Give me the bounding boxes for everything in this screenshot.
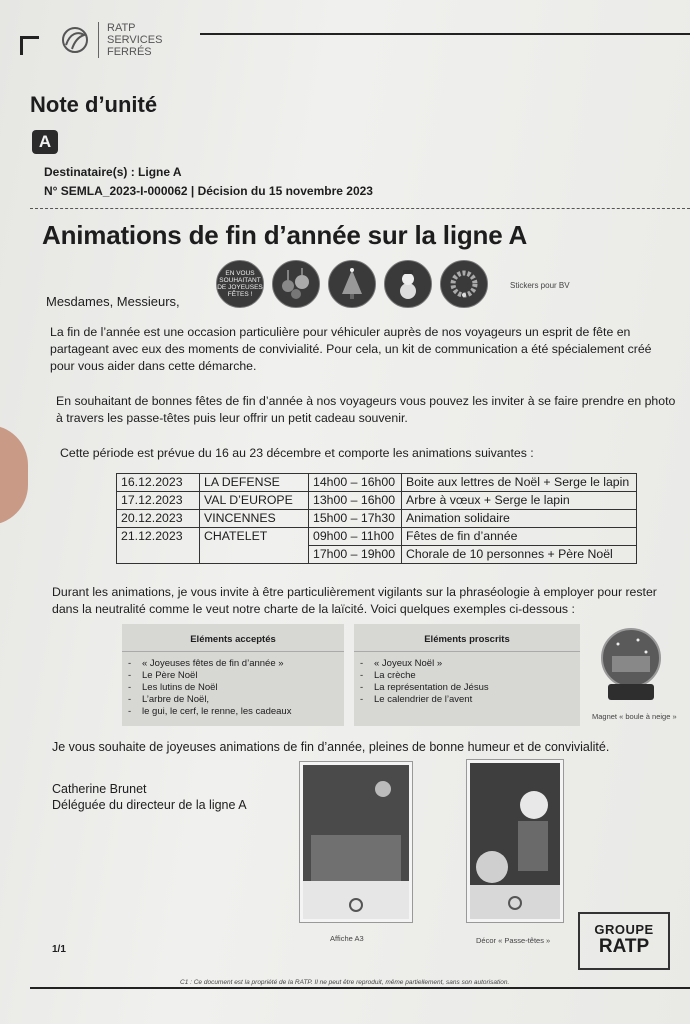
table-row (117, 528, 637, 546)
list-item: - L’arbre de Noël, (128, 694, 344, 706)
divider (30, 208, 690, 209)
cell-date: 16.12.2023 (117, 474, 200, 492)
list-item: - La crèche (360, 670, 580, 682)
paragraph-period: Cette période est prévue du 16 au 23 décembre et comporte les animations suivantes : (60, 446, 534, 460)
sticker-wreath-icon (440, 260, 488, 308)
greeting: Mesdames, Messieurs, (46, 294, 180, 309)
magnet-caption: Magnet « boule à neige » (592, 712, 677, 721)
signatory-role: Déléguée du directeur de la ligne A (52, 798, 247, 812)
logo-line: SERVICES (107, 34, 163, 46)
sticker-row (216, 260, 488, 308)
forbidden-list (354, 658, 580, 706)
cell-event: Chorale de 10 personnes + Père Noël (402, 546, 637, 564)
cell-date: 20.12.2023 (117, 510, 200, 528)
list-item: - « Joyeuses fêtes de fin d’année » (128, 658, 344, 670)
poster-decor-image (467, 760, 563, 922)
stickers-caption: Stickers pour BV (510, 281, 570, 290)
sticker-text: EN VOUS SOUHAITANT DE JOYEUSES FÊTES ! (217, 270, 263, 298)
poster-a3-caption: Affiche A3 (330, 934, 364, 943)
logo-line: FERRÉS (107, 46, 152, 58)
logo-text (107, 22, 162, 58)
schedule-table (116, 473, 637, 564)
corner-mark (20, 36, 39, 55)
cell-time: 09h00 – 11h00 (309, 528, 402, 546)
cell-time: 15h00 – 17h30 (309, 510, 402, 528)
list-item: - le gui, le cerf, le renne, les cadeaux (128, 706, 344, 718)
cell-event: Fêtes de fin d’année (402, 528, 637, 546)
forbidden-elements-box (354, 624, 580, 726)
accepted-list (122, 658, 344, 718)
finger (0, 425, 28, 525)
box-divider (354, 651, 580, 652)
list-item: - « Joyeux Noël » (360, 658, 580, 670)
paragraph-intro: La fin de l’année est une occasion particulière pour véhiculer auprès de nos voyageurs un esprit de fête en partageant avec eux des moments de convivialité. Pour cela, un kit de communication a été spécialement créé pour vous aider dans cette démarche. (50, 325, 652, 373)
paragraph-neutrality: Durant les animations, je vous invite à être particulièrement vigilants sur la phraséologie à employer pour rester dans la neutralité comme le veut notre charte de la laïcité. Voici quelques exemples ci-dessous : (52, 585, 657, 616)
accepted-title: Eléments acceptés (190, 634, 276, 645)
header-rule (200, 33, 690, 35)
paragraph-photo: En souhaitant de bonnes fêtes de fin d’année à nos voyageurs vous pouvez les inviter à se faire prendre en photo à travers les passe-têtes puis leur offrir un petit cadeau souvenir. (56, 394, 676, 425)
logo-separator (98, 22, 99, 58)
decor-illustration (470, 763, 560, 919)
cell-event: Animation solidaire (402, 510, 637, 528)
groupe-logo-line2: RATP (598, 936, 650, 957)
line-a-badge: A (32, 130, 58, 154)
footnote: C1 : Ce document est la propriété de la RATP. Il ne peut être reproduit, même partiellement, sans son autorisation. (180, 979, 510, 986)
poster-a3-image (300, 762, 412, 922)
accepted-elements-box (122, 624, 344, 726)
snowglobe-magnet-icon (598, 626, 664, 704)
cell-place: CHATELET (200, 528, 309, 564)
cell-time: 13h00 – 16h00 (309, 492, 402, 510)
cell-event: Arbre à vœux + Serge le lapin (402, 492, 637, 510)
table-row (117, 474, 637, 492)
cell-date: 17.12.2023 (117, 492, 200, 510)
list-item: - Les lutins de Noël (128, 682, 344, 694)
ratp-logo-icon (60, 25, 90, 55)
groupe-ratp-logo (578, 912, 670, 970)
footer-rule (30, 987, 690, 989)
cell-place: LA DEFENSE (200, 474, 309, 492)
page-title: Animations de fin d’année sur la ligne A (42, 220, 528, 250)
cell-time: 17h00 – 19h00 (309, 546, 402, 564)
signatory-name: Catherine Brunet (52, 782, 147, 796)
reference: N° SEMLA_2023-I-000062 | Décision du 15 novembre 2023 (44, 184, 373, 198)
poster-illustration (303, 765, 409, 919)
cell-date: 21.12.2023 (117, 528, 200, 564)
cell-place: VINCENNES (200, 510, 309, 528)
table-row (117, 510, 637, 528)
ratp-services-ferres-logo (60, 22, 162, 58)
list-item: - La représentation de Jésus (360, 682, 580, 694)
document-type: Note d’unité (30, 92, 158, 117)
cell-time: 14h00 – 16h00 (309, 474, 402, 492)
poster-decor-caption: Décor « Passe-têtes » (476, 936, 551, 945)
page-number: 1/1 (52, 944, 66, 955)
cell-event: Boite aux lettres de Noël + Serge le lapin (402, 474, 637, 492)
sticker-greetings (216, 260, 264, 308)
sticker-snowman-icon (384, 260, 432, 308)
box-divider (122, 651, 344, 652)
closing-line: Je vous souhaite de joyeuses animations de fin d’année, pleines de bonne humeur et de convivialité. (52, 740, 610, 754)
sticker-ornaments-icon (272, 260, 320, 308)
cell-place: VAL D’EUROPE (200, 492, 309, 510)
groupe-logo-line1: GROUPE (594, 922, 654, 937)
list-item: - Le Père Noël (128, 670, 344, 682)
forbidden-title: Eléments proscrits (424, 634, 510, 645)
recipients: Destinataire(s) : Ligne A (44, 165, 182, 179)
logo-line: RATP (107, 22, 136, 34)
table-row (117, 492, 637, 510)
sticker-tree-icon (328, 260, 376, 308)
list-item: - Le calendrier de l’avent (360, 694, 580, 706)
